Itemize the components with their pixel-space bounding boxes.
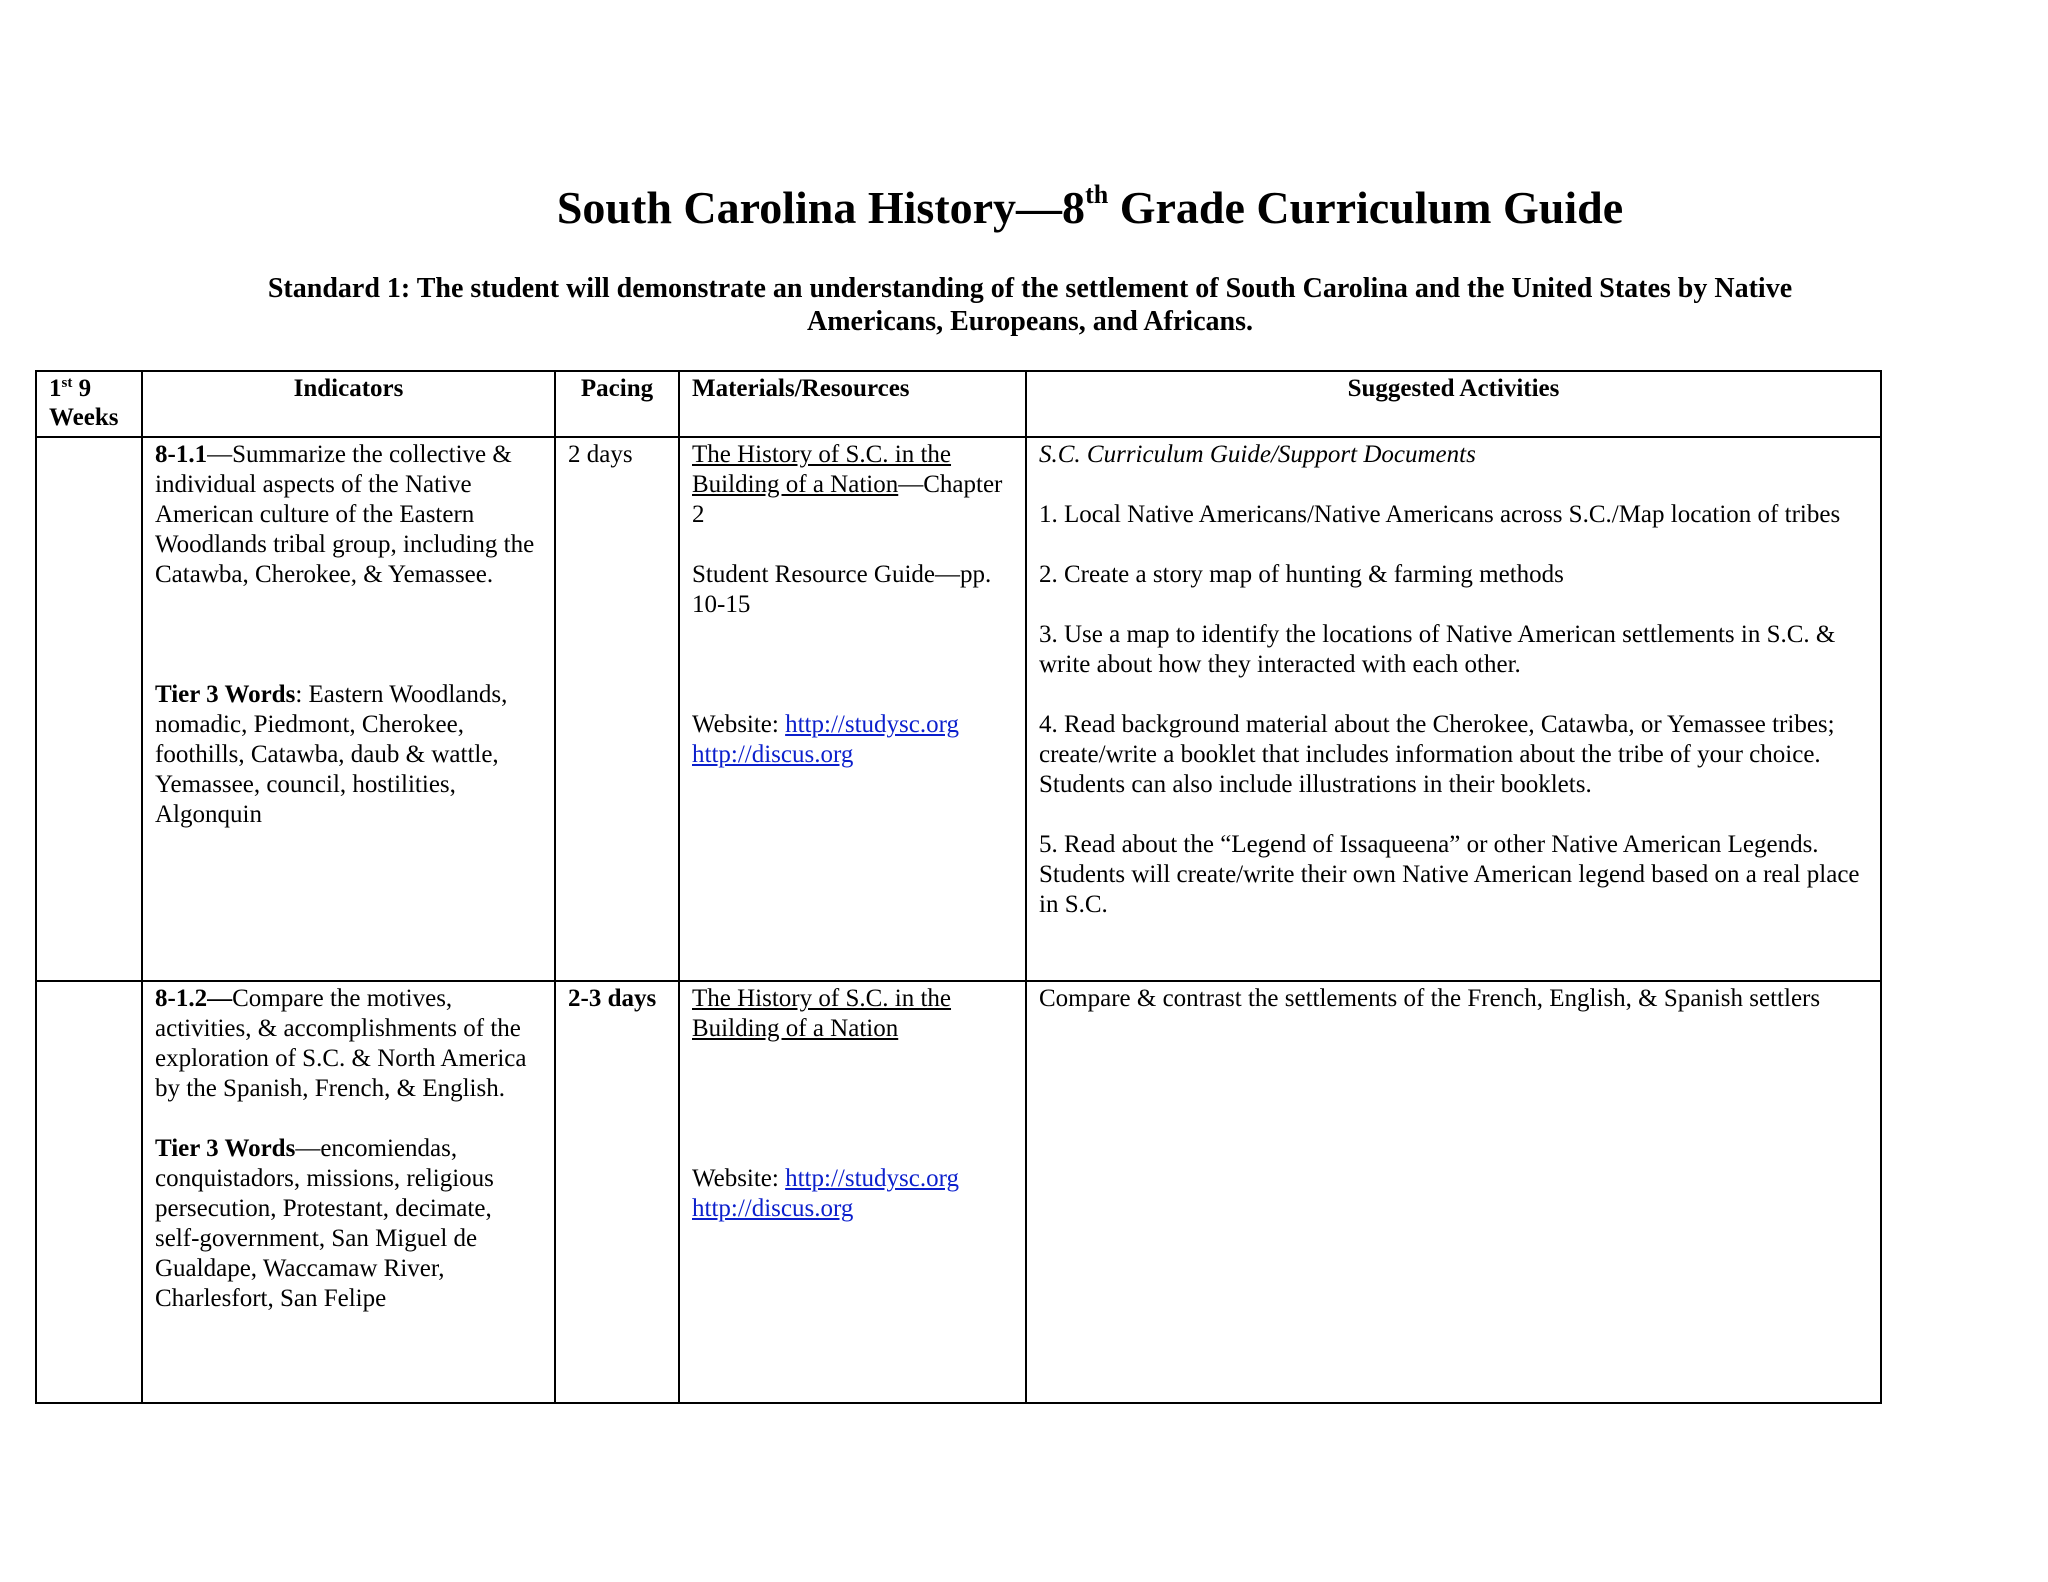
book-title: The History of S.C. in the Building of a Nation [692, 985, 952, 1042]
website-line [692, 710, 1013, 740]
header-weeks-superscript: st [61, 375, 73, 391]
header-weeks [36, 371, 142, 437]
materials-cell [679, 981, 1026, 1403]
header-indicators: Indicators [142, 371, 555, 437]
website-label: Website: [692, 1165, 786, 1192]
book-title: The History of S.C. in the Building of a Nation [692, 441, 952, 498]
indicator-code: 8-1.1 [155, 441, 208, 468]
tier-words-text: —encomiendas, conquistadors, missions, religious persecution, Protestant, decimate, self-government, San Miguel de Gualdape, Waccamaw River, Charlesfort, San Felipe [155, 1135, 494, 1312]
resource-guide: Student Resource Guide—pp. 10-15 [692, 561, 992, 618]
book-chapter: —Chapter 2 [692, 471, 1003, 528]
tier-words-label: Tier 3 Words [155, 681, 296, 708]
indicator-cell [142, 437, 555, 981]
title-superscript: th [1085, 180, 1109, 209]
indicator-description [155, 984, 542, 1104]
table-header-row [36, 371, 1881, 437]
tier-words [155, 680, 542, 830]
header-activities: Suggested Activities [1026, 371, 1881, 437]
studysc-link[interactable]: http://studysc.org [785, 1165, 959, 1192]
table-row [36, 981, 1881, 1403]
header-weeks-number: 1 [49, 375, 62, 402]
activities-cell [1026, 981, 1881, 1403]
header-pacing: Pacing [555, 371, 679, 437]
header-materials: Materials/Resources [679, 371, 1026, 437]
pacing-cell: 2-3 days [555, 981, 679, 1403]
indicator-cell [142, 981, 555, 1403]
table-row [36, 437, 1881, 981]
tier-words-label: Tier 3 Words [155, 1135, 296, 1162]
activities-heading: S.C. Curriculum Guide/Support Documents [1039, 441, 1476, 468]
title-suffix: Grade Curriculum Guide [1108, 182, 1624, 233]
page-title [0, 178, 2048, 238]
studysc-link[interactable]: http://studysc.org [785, 711, 959, 738]
activity-item: 2. Create a story map of hunting & farming methods [1039, 561, 1564, 588]
tier-words-text: : Eastern Woodlands, nomadic, Piedmont, Cherokee, foothills, Catawba, daub & wattle, Yemassee, council, hostilities, Algonquin [155, 681, 508, 828]
website-label: Website: [692, 711, 786, 738]
pacing-cell: 2 days [555, 437, 679, 981]
discus-link[interactable]: http://discus.org [692, 1195, 854, 1222]
standard-statement: Standard 1: The student will demonstrate an understanding of the settlement of South Carolina and the United States by Native Americans, Europeans, and Africans. [267, 273, 1793, 337]
weeks-cell [36, 981, 142, 1403]
curriculum-table [35, 370, 1882, 1404]
activity-item: 1. Local Native Americans/Native Americans across S.C./Map location of tribes [1039, 501, 1841, 528]
website-line [692, 1164, 1013, 1194]
indicator-text: Compare the motives, activities, & accomplishments of the exploration of S.C. & North America by the Spanish, French, & English. [155, 985, 527, 1102]
title-prefix: South Carolina History—8 [556, 182, 1086, 233]
activities-cell [1026, 437, 1881, 981]
materials-cell [679, 437, 1026, 981]
header-weeks-text: 9 Weeks [49, 375, 119, 431]
weeks-cell [36, 437, 142, 981]
discus-link[interactable]: http://discus.org [692, 741, 854, 768]
activity-item: 4. Read background material about the Cherokee, Catawba, or Yemassee tribes; create/write a booklet that includes information about the tribe of your choice. Students can also include illustrations in their booklets. [1039, 711, 1835, 798]
indicator-code: 8-1.2— [155, 985, 233, 1012]
indicator-text: —Summarize the collective & individual aspects of the Native American culture of the Eastern Woodlands tribal group, including the Catawba, Cherokee, & Yemassee. [155, 441, 535, 588]
activity-item: 3. Use a map to identify the locations of Native American settlements in S.C. & write about how they interacted with each other. [1039, 621, 1836, 678]
book-reference [692, 440, 1013, 530]
indicator-description [155, 440, 542, 590]
tier-words [155, 1134, 542, 1314]
activity-item: 5. Read about the “Legend of Issaqueena” or other Native American Legends. Students will create/write their own Native American legend based on a real place in S.C. [1039, 831, 1860, 918]
activity-item: Compare & contrast the settlements of the French, English, & Spanish settlers [1039, 985, 1821, 1012]
